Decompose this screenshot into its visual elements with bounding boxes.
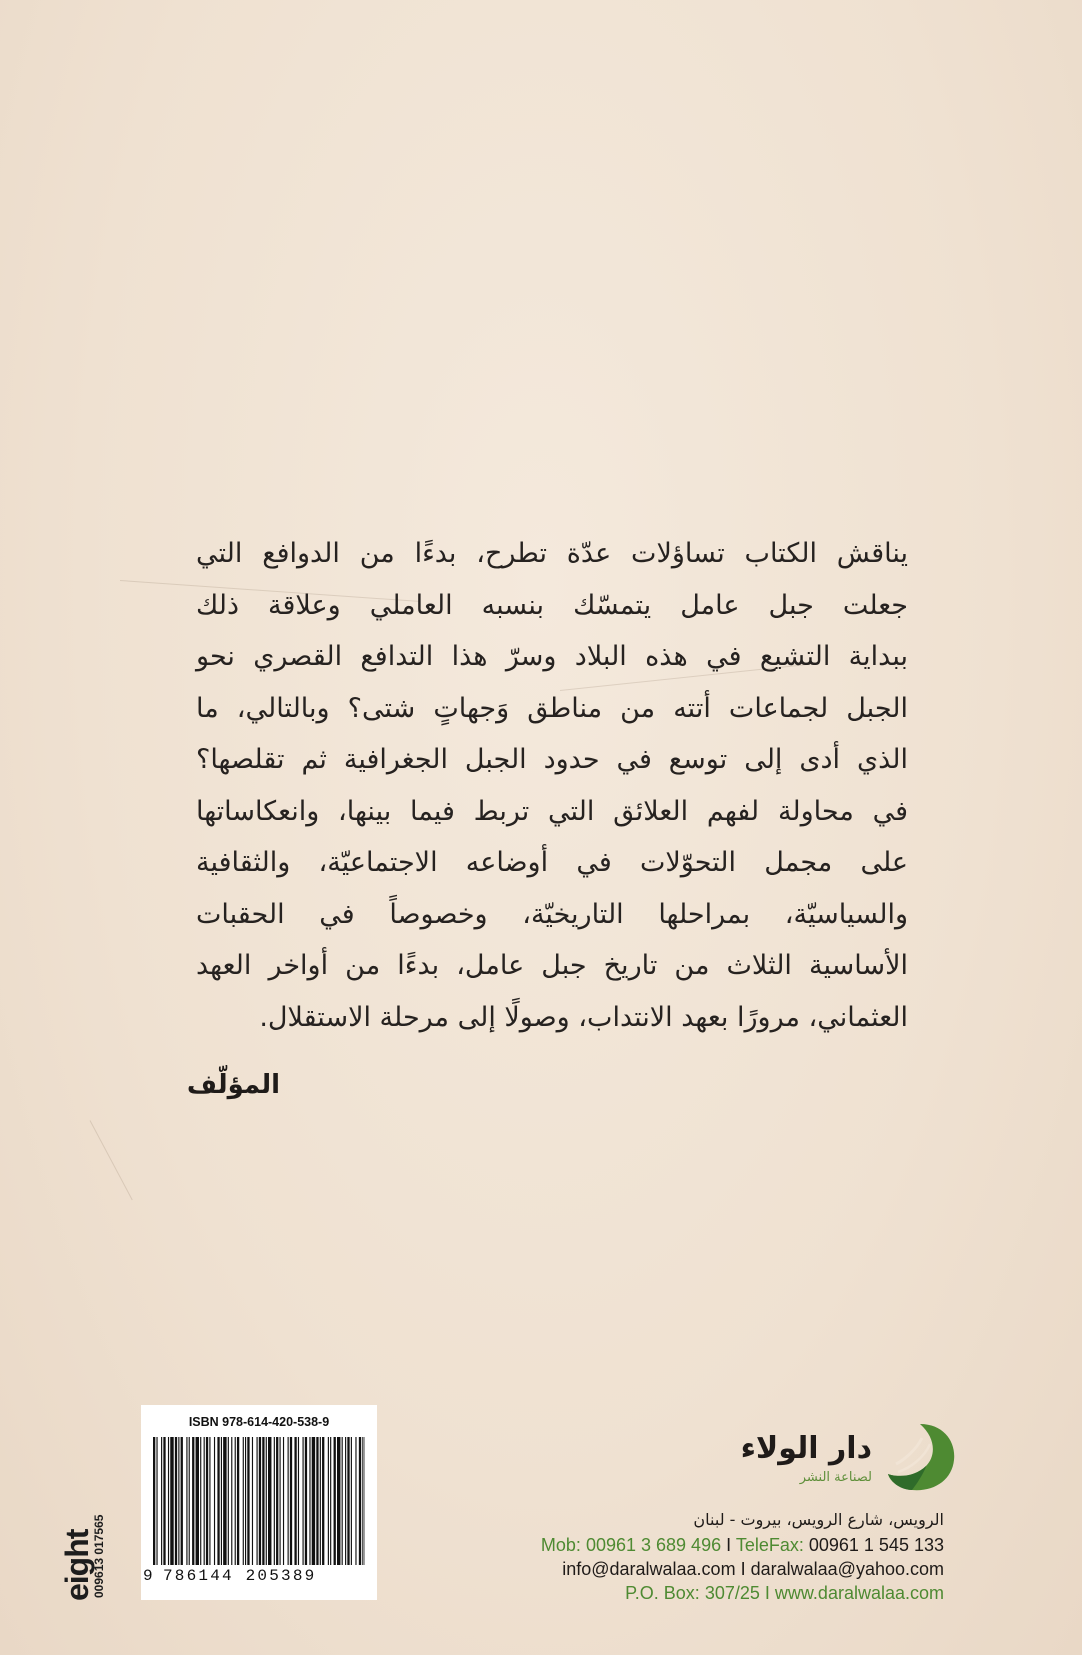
- blurb-line: على مجمل التحوّلات في أوضاعه الاجتماعيّة، والثقافية: [196, 847, 908, 878]
- blurb-line: الذي أدى إلى توسع في حدود الجبل الجغرافية ثم تقلصها؟: [196, 744, 908, 775]
- blurb-line: العثماني، مرورًا بعهد الانتداب، وصولًا إلى مرحلة الاستقلال.: [259, 1001, 908, 1033]
- publisher-name: دار الولاء: [740, 1431, 872, 1466]
- publisher-tagline: لصناعة النشر: [799, 1470, 872, 1485]
- isbn-barcode: [141, 1405, 377, 1600]
- telefax-number: 00961 1 545 133: [808, 1535, 944, 1555]
- email-secondary: daralwalaa@yahoo.com: [750, 1559, 944, 1579]
- email-primary: info@daralwalaa.com: [562, 1559, 736, 1579]
- separator: I: [740, 1559, 746, 1579]
- paper-scratch: [90, 1120, 133, 1200]
- barcode-digit-groups: 786144 205389: [163, 1567, 317, 1585]
- website: www.daralwalaa.com: [774, 1583, 944, 1603]
- separator: I: [764, 1583, 770, 1603]
- publisher-address: الرويس، شارع الرويس، بيروت - لبنان: [693, 1510, 944, 1529]
- pobox-number: 307/25: [704, 1583, 760, 1603]
- eight-code: 009613 017565: [92, 1514, 106, 1598]
- barcode-bars: [153, 1437, 365, 1565]
- barcode-first-digit: 9: [143, 1567, 153, 1585]
- author-signature: المؤلّف: [186, 1070, 280, 1100]
- mob-number: 00961 3 689 496: [585, 1535, 722, 1555]
- blurb-line: يناقش الكتاب تساؤلات عدّة تطرح، بدءًا من الدوافع التي: [196, 538, 908, 569]
- separator: I: [726, 1535, 732, 1555]
- blurb-line: في محاولة لفهم العلائق التي تربط فيما بينها، وانعكاساتها: [196, 795, 908, 827]
- eight-wordmark: eight: [59, 1529, 95, 1601]
- isbn-number: ISBN 978-614-420-538-9: [188, 1415, 330, 1429]
- mob-label: Mob:: [540, 1535, 581, 1555]
- publisher-pobox-web: [480, 1581, 944, 1605]
- blurb-line: ببداية التشيع في هذه البلاد وسرّ هذا التدافع القصري نحو: [196, 641, 908, 672]
- publisher-emails: [480, 1557, 944, 1581]
- blurb-line: جعلت جبل عامل يتمسّك بنسبه العاملي وعلاقة ذلك: [196, 589, 908, 621]
- publisher-phones: [480, 1533, 944, 1557]
- publisher-leaf-icon: [882, 1420, 958, 1494]
- blurb-line: الجبل لجماعات أتته من مناطق وَجهاتٍ شتى؟ وبالتالي، ما: [196, 692, 908, 724]
- telefax-label: TeleFax:: [735, 1535, 804, 1555]
- blurb-text: [196, 528, 908, 1043]
- blurb-line: الأساسية الثلاث من تاريخ جبل عامل، بدءًا من أواخر العهد: [196, 950, 908, 981]
- pobox-label: P.O. Box:: [625, 1583, 700, 1603]
- blurb-line: والسياسيّة، بمراحلها التاريخيّة، وخصوصاً في الحقبات: [196, 898, 908, 930]
